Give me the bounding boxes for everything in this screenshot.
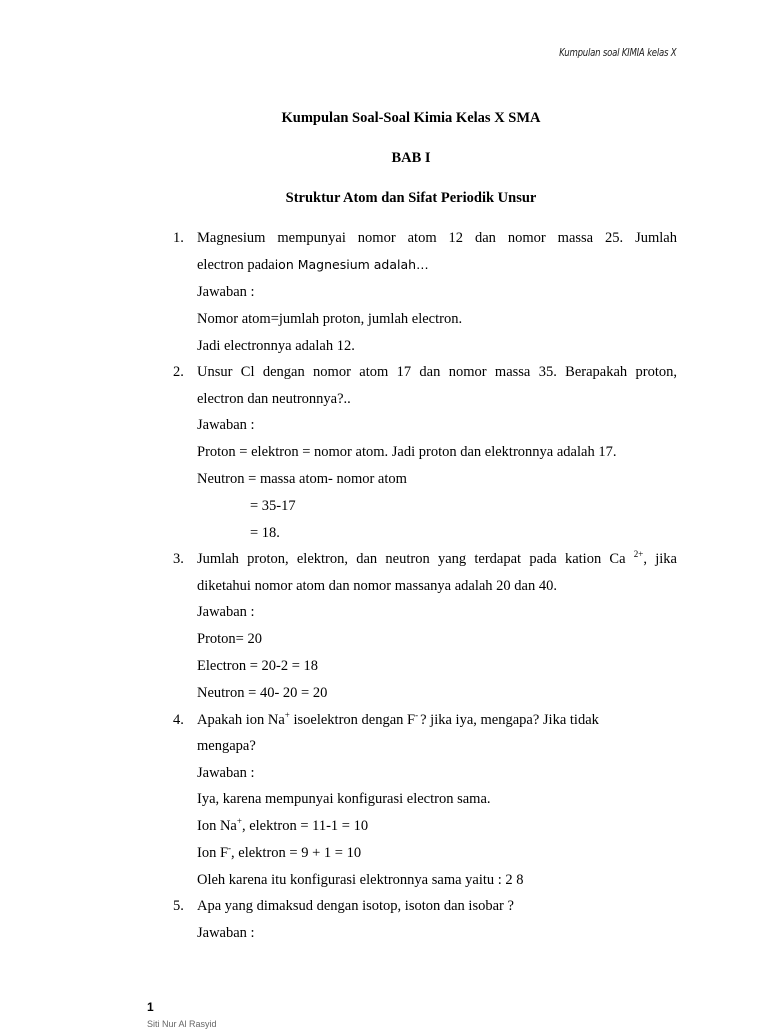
question-number: 2.: [173, 364, 184, 380]
footer-author: Siti Nur Al Rasyid: [147, 1019, 217, 1029]
answer-label: Jawaban :: [197, 604, 255, 620]
answer-text: Nomor atom=jumlah proton, jumlah electron.: [197, 311, 463, 327]
answer-label: Jawaban :: [197, 765, 255, 781]
question-text: electron padaion Magnesium adalah…: [197, 257, 429, 273]
question-text: Magnesium mempunyai nomor atom 12 dan nomor massa 25. Jumlah: [197, 230, 677, 246]
question-number: 5.: [173, 898, 184, 914]
answer-text: Proton = elektron = nomor atom. Jadi proton dan elektronnya adalah 17.: [197, 444, 617, 460]
question-text: Jumlah proton, elektron, dan neutron yang terdapat pada kation Ca $^{2+}$, jika: [197, 549, 677, 567]
question-text: mengapa?: [197, 738, 256, 754]
answer-text: Oleh karena itu konfigurasi elektronnya sama yaitu : 2 8: [197, 872, 524, 888]
answer-label: Jawaban :: [197, 925, 255, 941]
answer-label: Jawaban :: [197, 284, 255, 300]
answer-text: Proton= 20: [197, 631, 262, 647]
answer-label: Jawaban :: [197, 417, 255, 433]
answer-text: Ion Na+, elektron = 11-1 = 10: [197, 816, 369, 834]
section-heading: Struktur Atom dan Sifat Periodik Unsur: [285, 190, 537, 206]
question-number: 3.: [173, 551, 184, 567]
chapter-heading: BAB I: [391, 150, 431, 166]
question-text: Apakah ion Na+ isoelektron dengan F- ? jika iya, mengapa? Jika tidak: [197, 710, 599, 728]
answer-text: = 35-17: [250, 498, 296, 514]
document-title: Kumpulan Soal-Soal Kimia Kelas X SMA: [281, 110, 541, 126]
question-text: diketahui nomor atom dan nomor massanya adalah 20 dan 40.: [197, 578, 557, 594]
running-header: Kumpulan soal KIMIA kelas X: [558, 46, 676, 59]
question-text: Unsur Cl dengan nomor atom 17 dan nomor massa 35. Berapakah proton,: [197, 364, 677, 380]
answer-text: Neutron = massa atom- nomor atom: [197, 471, 407, 487]
answer-text: Electron = 20-2 = 18: [197, 658, 319, 674]
question-text: electron dan neutronnya?..: [197, 391, 351, 407]
question-number: 1.: [173, 230, 184, 246]
answer-text: Ion F-, elektron = 9 + 1 = 10: [197, 843, 362, 861]
question-text: Apa yang dimaksud dengan isotop, isoton dan isobar ?: [197, 898, 514, 914]
answer-text: = 18.: [250, 525, 280, 541]
answer-text: Jadi electronnya adalah 12.: [197, 338, 355, 354]
answer-text: Iya, karena mempunyai konfigurasi electron sama.: [197, 791, 491, 807]
answer-text: Neutron = 40- 20 = 20: [197, 685, 328, 701]
page-number: 1: [147, 1000, 154, 1014]
question-number: 4.: [173, 712, 184, 728]
